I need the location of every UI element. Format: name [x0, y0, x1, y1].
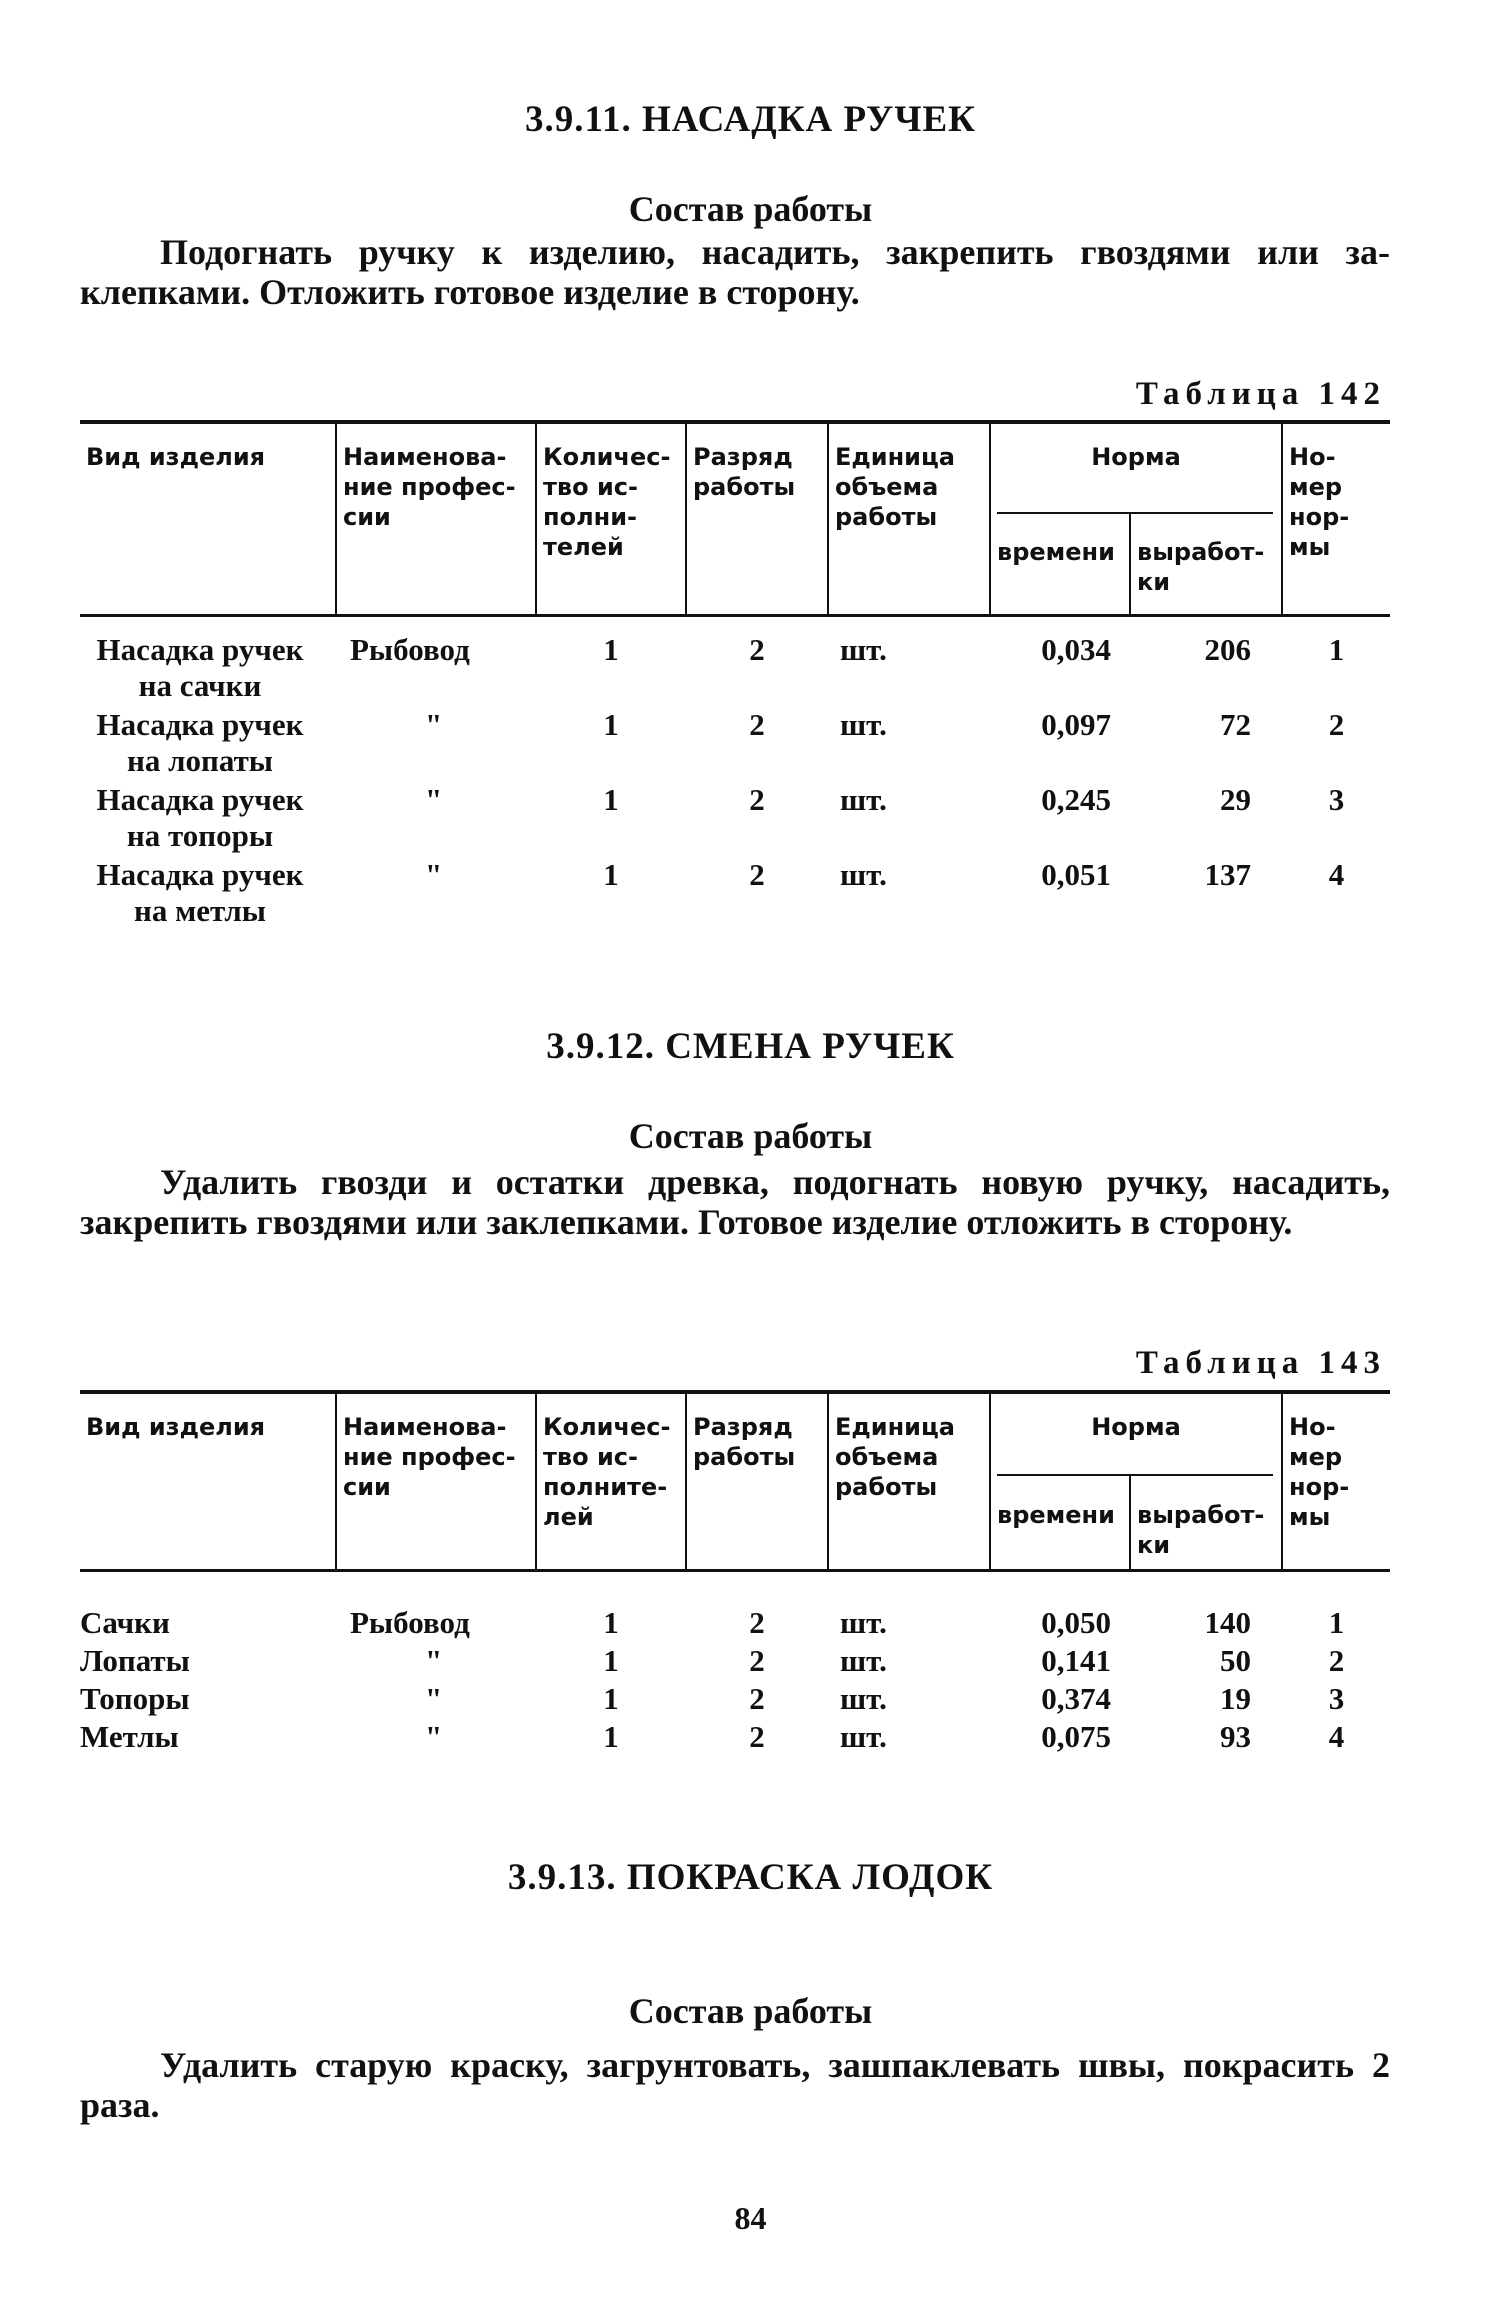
cell-item: Метлы [80, 1719, 179, 1754]
header-norm-output: выработ-ки [1137, 538, 1265, 596]
cell-profession: " [425, 707, 443, 742]
cell-time: 0,075 [1041, 1719, 1111, 1754]
cell-item: Топоры [80, 1681, 190, 1716]
cell-item: Насадка ручек на топоры [96, 782, 304, 853]
cell-profession: " [425, 1719, 443, 1754]
cell-qty: 1 [603, 782, 619, 817]
cell-qty: 1 [603, 707, 619, 742]
table-caption: Таблица 142 [1135, 376, 1386, 412]
cell-qty: 1 [603, 632, 619, 667]
cell-output: 50 [1220, 1643, 1251, 1678]
header-norm-number: Но-мер нор-мы [1289, 443, 1350, 561]
cell-norm-no: 2 [1328, 1643, 1345, 1678]
cell-unit: шт. [840, 1719, 887, 1754]
table-caption: Таблица 143 [1135, 1345, 1386, 1381]
table-143 [80, 1390, 1390, 1754]
cell-grade: 2 [749, 632, 765, 667]
header-profession: Наименова-ние профес-сии [343, 1413, 516, 1501]
cell-grade: 2 [749, 707, 765, 742]
cell-time: 0,374 [1041, 1681, 1111, 1716]
header-norm: Норма [1091, 1413, 1181, 1441]
section-paragraph: Удалить старую краску, загрунтовать, зашпаклевать швы, покрасить 2 раза. [80, 2045, 1390, 2125]
table-header [80, 420, 1390, 617]
cell-output: 72 [1220, 707, 1251, 742]
section-subheading: Состав работы [628, 1116, 873, 1156]
section-paragraph: Удалить гвозди и остатки древка, подогнать новую ручку, насадить, закрепить гвоздями или заклепками. Готовое изделие отложить в сторону. [80, 1162, 1390, 1242]
cell-time: 0,097 [1041, 707, 1111, 742]
cell-qty: 1 [603, 1605, 619, 1640]
section-paragraph: Подогнать ручку к изделию, насадить, закрепить гвоздями или за-клепками. Отложить готовое изделие в сторону. [80, 232, 1390, 312]
cell-profession: Рыбовод [350, 632, 470, 667]
header-performers: Количес-тво ис-полни-телей [543, 443, 671, 561]
header-norm: Норма [1091, 443, 1181, 471]
cell-time: 0,141 [1041, 1643, 1111, 1678]
page-number: 84 [734, 2200, 767, 2236]
header-performers: Количес-тво ис-полните-лей [543, 1413, 671, 1531]
table-142 [80, 420, 1390, 928]
cell-profession: " [425, 1681, 443, 1716]
cell-unit: шт. [840, 1605, 887, 1640]
cell-norm-no: 1 [1328, 1605, 1345, 1640]
header-grade: Разряд работы [693, 1413, 796, 1471]
cell-output: 140 [1204, 1605, 1251, 1640]
cell-unit: шт. [840, 782, 887, 817]
cell-grade: 2 [749, 1681, 765, 1716]
cell-time: 0,051 [1041, 857, 1111, 892]
cell-item: Лопаты [80, 1643, 190, 1678]
section-heading: 3.9.13. ПОКРАСКА ЛОДОК [507, 1857, 994, 1898]
header-norm-output: выработ-ки [1137, 1501, 1265, 1559]
cell-output: 206 [1204, 632, 1251, 667]
cell-norm-no: 2 [1328, 707, 1345, 742]
header-norm-time: времени [997, 538, 1115, 566]
cell-qty: 1 [603, 1681, 619, 1716]
cell-item: Насадка ручек на лопаты [96, 707, 304, 778]
header-norm-time: времени [997, 1501, 1115, 1529]
cell-output: 19 [1220, 1681, 1251, 1716]
header-item-type: Вид изделия [86, 1413, 266, 1441]
cell-norm-no: 1 [1328, 632, 1345, 667]
section-subheading: Состав работы [628, 1991, 873, 2031]
cell-grade: 2 [749, 1719, 765, 1754]
cell-grade: 2 [749, 782, 765, 817]
cell-qty: 1 [603, 1643, 619, 1678]
cell-unit: шт. [840, 632, 887, 667]
table-header [80, 1390, 1390, 1572]
cell-profession: " [425, 782, 443, 817]
section-subheading: Состав работы [628, 189, 873, 229]
cell-item: Насадка ручек на сачки [96, 632, 304, 703]
cell-unit: шт. [840, 707, 887, 742]
cell-item: Насадка ручек на метлы [96, 857, 304, 928]
cell-time: 0,245 [1041, 782, 1111, 817]
cell-norm-no: 4 [1328, 1719, 1345, 1754]
header-profession: Наименова-ние профес-сии [343, 443, 516, 531]
cell-item: Сачки [80, 1605, 170, 1640]
cell-grade: 2 [749, 1643, 765, 1678]
cell-unit: шт. [840, 1643, 887, 1678]
cell-unit: шт. [840, 1681, 887, 1716]
cell-profession: " [425, 1643, 443, 1678]
cell-profession: " [425, 857, 443, 892]
header-norm-number: Но-мер нор-мы [1289, 1413, 1350, 1531]
cell-time: 0,034 [1041, 632, 1111, 667]
cell-profession: Рыбовод [350, 1605, 470, 1640]
section-heading: 3.9.12. СМЕНА РУЧЕК [546, 1026, 955, 1067]
cell-norm-no: 3 [1328, 782, 1345, 817]
cell-grade: 2 [749, 857, 765, 892]
cell-time: 0,050 [1041, 1605, 1111, 1640]
section-heading: 3.9.11. НАСАДКА РУЧЕК [525, 99, 976, 140]
cell-qty: 1 [603, 857, 619, 892]
cell-qty: 1 [603, 1719, 619, 1754]
cell-norm-no: 3 [1328, 1681, 1345, 1716]
header-unit: Единица объема работы [835, 443, 955, 531]
cell-output: 137 [1204, 857, 1251, 892]
cell-unit: шт. [840, 857, 887, 892]
cell-grade: 2 [749, 1605, 765, 1640]
header-grade: Разряд работы [693, 443, 796, 501]
cell-output: 29 [1220, 782, 1251, 817]
cell-output: 93 [1220, 1719, 1251, 1754]
header-unit: Единица объема работы [835, 1413, 955, 1501]
cell-norm-no: 4 [1328, 857, 1345, 892]
header-item-type: Вид изделия [86, 443, 266, 471]
